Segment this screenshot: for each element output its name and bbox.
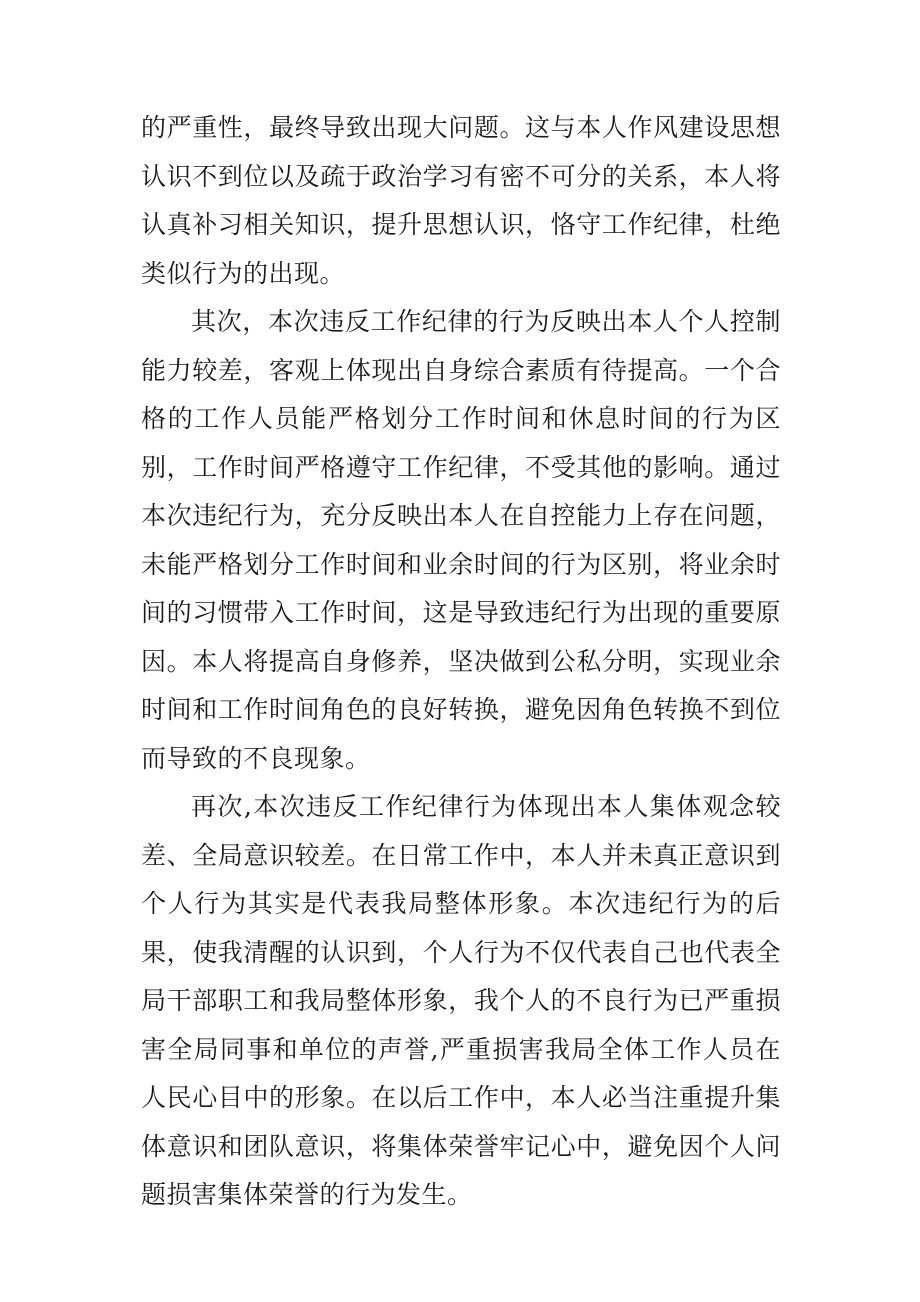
paragraph-2: 其次，本次违反工作纪律的行为反映出本人个人控制能力较差，客观上体现出自身综合素质有待提高。一个合格的工作人员能严格划分工作时间和休息时间的行为区别，工作时间严格遵守工作纪律，不受其他的影响。通过本次违纪行为，充分反映出本人在自控能力上存在问题，未能严格划分工作时间和业余时间的行为区别，将业余时间的习惯带入工作时间，这是导致违纪行为出现的重要原因。本人将提高自身修养，坚决做到公私分明，实现业余时间和工作时间角色的良好转换，避免因角色转换不到位而导致的不良现象。 — [141, 307, 781, 773]
paragraph-1: 的严重性，最终导致出现大问题。这与本人作风建设思想认识不到位以及疏于政治学习有密不可分的关系，本人将认真补习相关知识，提升思想认识，恪守工作纪律，杜绝类似行为的出现。 — [141, 113, 781, 288]
paragraph-3: 再次,本次违反工作纪律行为体现出本人集体观念较差、全局意识较差。在日常工作中，本人并未真正意识到个人行为其实是代表我局整体形象。本次违纪行为的后果，使我清醒的认识到，个人行为不仅代表自己也代表全局干部职工和我局整体形象，我个人的不良行为已严重损害全局同事和单位的声誉,严重损害我局全体工作人员在人民心目中的形象。在以后工作中，本人必当注重提升集体意识和团队意识，将集体荣誉牢记心中，避免因个人问题损害集体荣誉的行为发生。 — [141, 792, 781, 1209]
document-body — [141, 104, 781, 1220]
